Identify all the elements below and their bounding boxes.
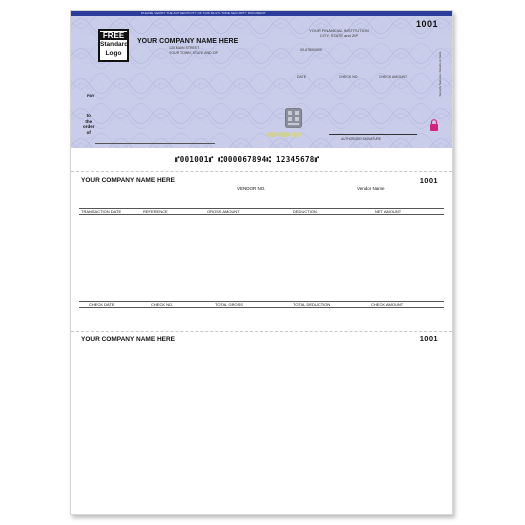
company-logo	[98, 29, 129, 62]
check-number: 1001	[415, 19, 438, 29]
col-total-deduction: TOTAL DEDUCTION	[293, 301, 331, 307]
header-rule-bottom	[79, 214, 444, 215]
col-reference: REFERENCE	[143, 208, 168, 214]
stub1-footer-headers	[79, 301, 444, 307]
check-amount-label: CHECK AMOUNT	[379, 75, 408, 79]
vendor-name-label: Vendor Name	[357, 186, 385, 191]
perforation-1	[71, 171, 452, 172]
security-side-text: Security features. Details on back.	[438, 51, 442, 97]
perforation-2	[71, 331, 452, 332]
col-check-amount: CHECK AMOUNT	[371, 301, 404, 307]
order-word: order	[83, 124, 95, 129]
stub1-check-number: 1001	[419, 176, 438, 185]
stub2-check-number: 1001	[419, 334, 438, 343]
col-deduction: DEDUCTION	[293, 208, 317, 214]
company-city: YOUR TOWN, STATE AND ZIP	[169, 51, 218, 55]
check-sheet	[70, 10, 453, 515]
memo-line	[95, 143, 215, 144]
check-face	[71, 11, 452, 148]
stub1-company-name: YOUR COMPANY NAME HERE	[81, 177, 176, 184]
the-word: the	[85, 118, 93, 124]
routing-fraction: 00-6789/0000	[300, 48, 322, 52]
pay-label: PAY	[87, 93, 95, 98]
col-total-gross: TOTAL GROSS	[215, 301, 243, 307]
logo-line-2: Standard	[100, 41, 129, 48]
col-check-no: CHECK NO.	[151, 301, 174, 307]
logo-line-3: Logo	[105, 50, 122, 57]
stub2-company-name: YOUR COMPANY NAME HERE	[81, 336, 176, 343]
bank-city: CITY, STATE and ZIP	[319, 33, 359, 38]
check-no-label: CHECK NO.	[339, 75, 359, 79]
col-check-date: CHECK DATE	[89, 301, 115, 307]
of-word: of	[86, 129, 91, 135]
signature-line	[329, 134, 417, 135]
bank-name: YOUR FINANCIAL INSTITUTION	[309, 28, 369, 33]
chip-icon	[285, 108, 302, 128]
logo-line-1: FREE	[100, 32, 127, 40]
col-transaction-date: TRANSACTION DATE	[81, 208, 122, 214]
padlock-icon	[429, 119, 439, 131]
security-banner-text: PLEASE VERIFY THE AUTHENTICITY OF THIS MULTI-TONE SECURITY DOCUMENT	[141, 11, 266, 15]
signature-label: AUTHORIZED SIGNATURE	[341, 137, 381, 141]
to-word: to	[86, 113, 91, 118]
date-label: DATE	[297, 75, 307, 79]
company-name: YOUR COMPANY NAME HERE	[137, 38, 239, 45]
hologram-icon	[265, 131, 303, 138]
to-the-order-of-label	[83, 113, 95, 135]
stub1-column-headers	[79, 208, 444, 214]
vendor-no-label: VENDOR NO.	[237, 186, 266, 191]
col-gross-amount: GROSS AMOUNT	[207, 208, 240, 214]
col-net-amount: NET AMOUNT	[375, 208, 402, 214]
company-street: 123 MAIN STREET	[169, 46, 200, 50]
footer-rule-bottom	[79, 307, 444, 308]
micr-line: ⑈001001⑈ ⑆000067894⑆ 12345678⑈	[175, 155, 320, 164]
